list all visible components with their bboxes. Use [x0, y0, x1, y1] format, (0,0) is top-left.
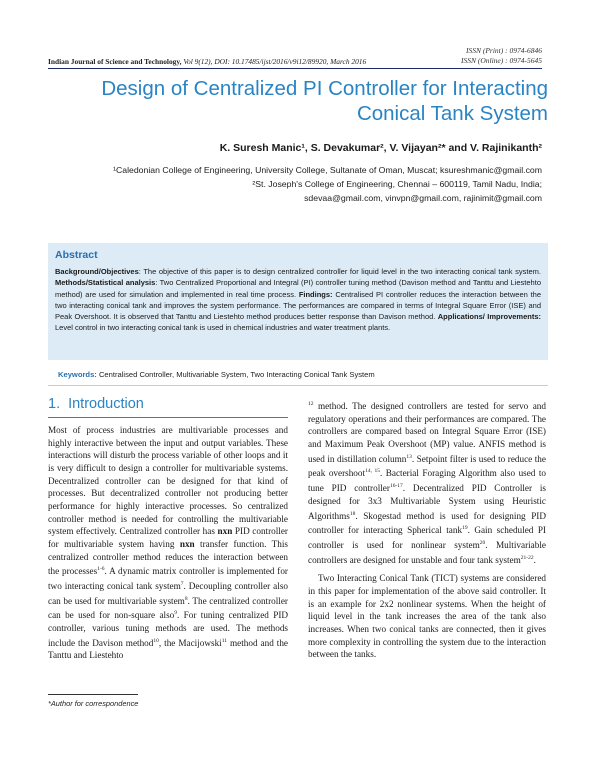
- intro-text-bold: nxn: [179, 538, 195, 549]
- abstract-bg-label: Background/Objectives: [55, 267, 139, 276]
- footnote: *Author for correspondence: [48, 699, 139, 708]
- intro-paragraph-2: Two Interacting Conical Tank (TICT) systems are considered in this paper for implementation of the above said controller. It is an example for 2x2 nonlinear systems. When the height of liquid level in the tank increases the area of the tank also increases. When two conical tanks are connected, then it gives more complexity in controlling the system due to the interaction between the tanks.: [308, 573, 546, 660]
- keywords-line: [58, 370, 548, 379]
- issn-online: ISSN (Online) : 0974-5645: [460, 55, 542, 65]
- citation-ref: 21-22: [520, 554, 534, 561]
- title-line-2: Conical Tank System: [356, 102, 548, 125]
- intro-text: . For tuning centralized PID controller, various tuning methods are used. The methods include the Davison method: [48, 610, 289, 648]
- intro-text: . Setpoint filter is used to reduce the peak overshoot: [308, 453, 546, 479]
- keywords-rule: [48, 385, 548, 386]
- header-rule: [48, 68, 542, 69]
- paper-title: [60, 76, 548, 126]
- author-list: K. Suresh Manic¹, S. Devakumar², V. Vijayan²* and V. Rajinikanth²: [219, 142, 542, 154]
- intro-text: . A dynamic matrix controller is implemented for two interacting conical tank system: [48, 566, 288, 591]
- keywords-text: Centralised Controller, Multivariable System, Two Interacting Conical Tank System: [98, 370, 375, 379]
- footnote-rule: [48, 694, 138, 695]
- citation-ref: 20: [479, 539, 486, 546]
- intro-text: . Bacterial Foraging Algorithm also used to tune PID controller: [308, 468, 547, 494]
- abstract-findings-text: Centralised PI controller reduces the interaction between the two interacting conical tank and improves the system performance. The performances are compared in terms of Integral Square Error (ISE) and Peak Overshoot. It is observed that Tanttu and Liestehto method produces better response than Davison method.: [55, 289, 542, 322]
- intro-text-bold: nxn: [217, 526, 233, 537]
- section-heading: [48, 396, 288, 412]
- affiliations: [113, 163, 542, 205]
- journal-details: Vol 9(12), DOI: 10.17485/ijst/2016/v9i12/89920, March 2016: [181, 57, 367, 66]
- issn-block: [461, 46, 542, 65]
- citation-ref: 7: [180, 580, 184, 587]
- citation-ref: 14, 15: [365, 468, 380, 475]
- abstract-applications-label: Applications/ Improvements:: [437, 312, 541, 322]
- abstract-text: [55, 266, 541, 334]
- citation-ref: 18: [349, 510, 356, 517]
- citation-ref: 12: [308, 401, 314, 407]
- abstract-applications-text: Level control in two interacting conical tank is used in chemical industries and water treatment plants.: [55, 323, 391, 333]
- citation-ref: 9: [174, 610, 178, 617]
- citation-ref: 13: [406, 453, 412, 460]
- section-number: 1.: [48, 396, 61, 412]
- intro-text: . Multivariable controllers are designed for unstable and four tank system: [308, 540, 546, 565]
- abstract-methods-text: : Two Centralized Proportional and Integral (PI) controller tuning method (Davison method and Tanttu and Liestehto method) are used for simulation and implemented in real time process.: [55, 278, 541, 299]
- citation-ref: 8: [184, 595, 188, 602]
- section-title: Introduction: [68, 396, 144, 412]
- intro-text: . The centralized controller can be used for non-square also: [48, 595, 288, 621]
- journal-name: Indian Journal of Science and Technology,: [48, 57, 182, 66]
- issn-print: ISSN (Print) : 0974-6846: [465, 46, 542, 55]
- affiliation-2: ²St. Joseph's College of Engineering, Chennai – 600119, Tamil Nadu, India;: [252, 179, 542, 189]
- intro-paragraph-1-cont: [308, 398, 546, 566]
- citation-ref: 19: [462, 525, 468, 532]
- affiliation-1: ¹Caledonian College of Engineering, University College, Sultanate of Oman, Muscat; ksureshmanic@gmail.com: [113, 165, 542, 175]
- citation-ref: 10: [153, 637, 159, 644]
- abstract-methods-label: Methods/Statistical analysis: [55, 278, 156, 288]
- intro-text: method. The designed controllers are tested for servo and regulatory operations and their performances are compared. The controllers are compared based on Integral Square Error (ISE) and Maximum Peak Overshoot (MP) value. ANFIS method is used in distillation column: [308, 401, 546, 464]
- affiliation-emails: sdevaa@gmail.com, vinvpn@gmail.com, rajinimit@gmail.com: [304, 193, 542, 203]
- intro-text: . Skogestad method is used for designing PID controller for interacting Spherical tank: [308, 510, 546, 536]
- intro-text: PID controller for multivariable system having: [48, 526, 288, 549]
- intro-paragraph-1: [48, 424, 288, 662]
- intro-text: transfer function. This centralized controller method reduces the interaction between the processes: [48, 538, 288, 577]
- intro-text: . Gain scheduled PI controller is used for nonlinear system: [308, 525, 546, 550]
- section-rule: [48, 417, 288, 418]
- keywords-label: Keywords:: [58, 370, 97, 379]
- citation-ref: 11: [221, 637, 228, 644]
- abstract-findings-label: Findings:: [298, 289, 333, 299]
- intro-text: method and the Tanttu and Liestehto: [48, 637, 288, 661]
- citation-ref: 16-17: [389, 483, 403, 490]
- intro-text: . Decentralized PID Controller is designed for 3x3 Multivariable System using Heuristic Algorithms: [308, 483, 547, 521]
- intro-text: Most of process industries are multivariable processes and highly interactive between the input and output variables. These interactions will disturb the process variable of other loops and it is very difficult to design a controller for multivariable systems. Decentralized controller can be designed for that kind of processes. But decentralized controller not producing better performance for highly interactive processes. So centralized controller method is needed for controlling the multivariable system effectively. Centralized controller has: [48, 425, 288, 537]
- intro-column-right: [308, 398, 546, 661]
- abstract-bg-text: : The objective of this paper is to design centralized controller for liquid level in the two interacting conical tank system.: [138, 267, 541, 276]
- intro-text: . Decoupling controller also can be used for multivariable system: [48, 581, 288, 606]
- citation-ref: 1-6: [97, 566, 105, 573]
- abstract-title: Abstract: [55, 249, 98, 261]
- intro-text: .: [533, 554, 536, 565]
- intro-column-left: [48, 424, 288, 662]
- abstract-box: [48, 243, 548, 360]
- journal-citation: [48, 57, 366, 66]
- title-line-1: Design of Centralized PI Controller for Interacting: [101, 77, 548, 100]
- intro-text: , the Macijowski: [158, 637, 222, 648]
